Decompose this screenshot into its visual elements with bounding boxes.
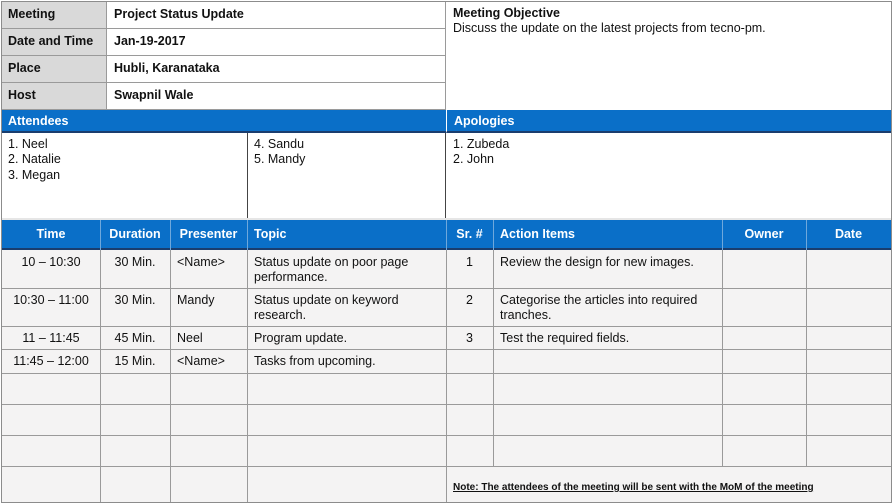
row3-topic-line1: Program update. <box>254 331 348 345</box>
row3-presenter: Neel <box>177 331 203 345</box>
row2-sr: 2 <box>466 293 473 307</box>
row2-duration: 30 Min. <box>114 293 156 307</box>
row2-action-line2: tranches. <box>500 308 552 322</box>
row1-presenter: <Name> <box>177 255 225 269</box>
row1-topic-line2: performance. <box>254 270 328 284</box>
apologies-header-label: Apologies <box>454 114 515 128</box>
row2-action-line1: Categorise the articles into required <box>500 293 698 307</box>
attendee-item: 1. Neel <box>8 137 48 151</box>
place-label: Place <box>2 56 107 83</box>
footer-note: Note: The attendees of the meeting will be sent with the MoM of the meeting <box>453 482 814 493</box>
row3-sr: 3 <box>466 331 473 345</box>
attendees-header-label: Attendees <box>8 114 69 128</box>
col-header-owner: Owner <box>744 227 784 241</box>
row2-presenter: Mandy <box>177 293 215 307</box>
col-header-time: Time <box>36 227 66 241</box>
host-label: Host <box>2 83 107 110</box>
row2-time: 10:30 – 11:00 <box>13 293 89 307</box>
apology-item: 2. John <box>453 152 495 166</box>
row2-topic-line1: Status update on keyword <box>254 293 399 307</box>
attendee-item: 5. Mandy <box>254 152 306 166</box>
row1-time: 10 – 10:30 <box>21 255 81 269</box>
row1-topic-line1: Status update on poor page <box>254 255 409 269</box>
row4-presenter: <Name> <box>177 354 225 368</box>
objective-title: Meeting Objective <box>453 6 560 20</box>
row2-topic-line2: research. <box>254 308 307 322</box>
col-header-topic: Topic <box>254 227 287 241</box>
date-label: Date and Time <box>2 29 107 56</box>
host-value: Swapnil Wale <box>107 83 446 110</box>
apology-item: 1. Zubeda <box>453 137 510 151</box>
row4-time: 11:45 – 12:00 <box>13 354 89 368</box>
col-header-duration: Duration <box>109 227 161 241</box>
row4-duration: 15 Min. <box>114 354 156 368</box>
row3-time: 11 – 11:45 <box>22 331 80 345</box>
col-header-presenter: Presenter <box>179 227 238 241</box>
col-header-sr: Sr. # <box>456 227 483 241</box>
row1-sr: 1 <box>466 255 473 269</box>
row1-action-line1: Review the design for new images. <box>500 255 694 269</box>
attendee-item: 4. Sandu <box>254 137 305 151</box>
col-header-date: Date <box>834 227 863 241</box>
col-header-action-items: Action Items <box>500 227 576 241</box>
meeting-value: Project Status Update <box>107 2 446 29</box>
row4-topic-line1: Tasks from upcoming. <box>254 354 376 368</box>
attendee-item: 2. Natalie <box>8 152 61 166</box>
row3-action-line1: Test the required fields. <box>500 331 630 345</box>
objective-text: Discuss the update on the latest projects from tecno-pm. <box>453 21 766 35</box>
row1-duration: 30 Min. <box>114 255 156 269</box>
meeting-label: Meeting <box>2 2 107 29</box>
date-value: Jan-19-2017 <box>107 29 446 56</box>
place-value: Hubli, Karanataka <box>107 56 446 83</box>
row3-duration: 45 Min. <box>114 331 156 345</box>
attendee-item: 3. Megan <box>8 168 61 182</box>
